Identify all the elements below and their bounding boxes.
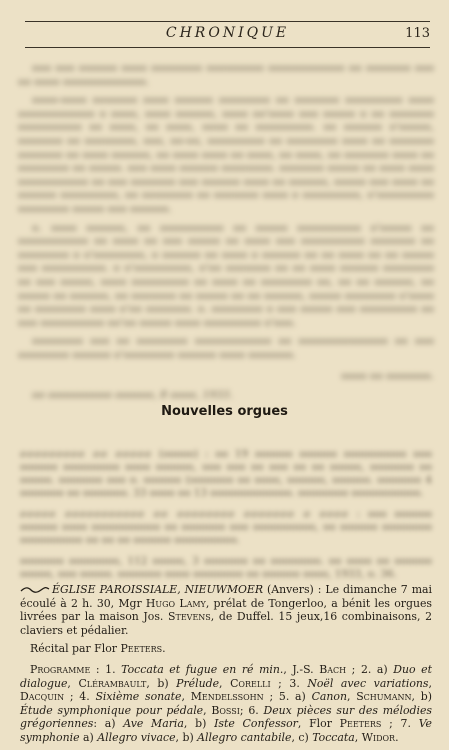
programme-work-title: Ve symphonie <box>20 717 432 744</box>
entry-text-mid: , prélat de Tongerloo, a bénit les orgues livrées par la maison Jos. <box>20 596 432 624</box>
programme-text: , <box>428 676 432 690</box>
programme-composer: Peeters <box>339 717 382 731</box>
programme-text: , <box>203 703 212 717</box>
programme-composer: Mendelssohn <box>190 690 264 704</box>
programme-text: ; 7. <box>381 717 419 731</box>
programme-composer: Schumann <box>356 690 412 704</box>
programme-text: , b) <box>411 690 432 704</box>
programme-text: . <box>395 730 399 744</box>
programme-work-title: Ave Maria <box>123 717 184 731</box>
programme-composer: Corelli <box>230 676 271 690</box>
programme-composer: Bach <box>319 662 347 676</box>
entry-text-intro: (Anvers) : Le dimanche 7 mai écoulé à 2 h. 30, Mgr <box>20 583 432 610</box>
programme-text: , b) <box>175 730 198 744</box>
programme-work-title: Canon <box>311 690 347 704</box>
programme-composer: Bossi <box>211 703 240 717</box>
programme-work-title: Étude symphonique pour pédale <box>20 703 204 717</box>
programme-text: ; 3. <box>270 676 308 690</box>
programme-text: , J.-S. <box>283 662 320 676</box>
organ-entry-nieuwmoer <box>20 583 432 745</box>
page-number: 113 <box>405 26 430 41</box>
programme-work-title: Toccata et fugue en ré min. <box>121 662 284 676</box>
recital-name: Peeters <box>120 642 163 656</box>
programme-work-title: Sixième sonate <box>95 690 182 704</box>
programme-paragraph <box>20 663 432 745</box>
programme-work-title: Toccata <box>312 730 355 744</box>
programme-work-title: Duo et dialogue <box>20 662 432 690</box>
programme-text: a) <box>79 730 98 744</box>
wavy-dash-ornament-icon <box>20 586 50 594</box>
programme-text: , <box>354 730 362 744</box>
running-head: CHRONIQUE <box>165 25 290 41</box>
programme-work-title: Deux pièces sur des mélodies grégoriennes <box>20 703 432 731</box>
entry-paragraph <box>20 583 432 637</box>
programme-composer: Widor <box>361 730 396 744</box>
entry-text-end: , de Duffel. 15 jeux,16 combinaisons, 2 claviers et pédalier. <box>20 610 432 637</box>
programme-work-title: Prélude <box>176 676 220 690</box>
programme-text: ; 4. <box>64 690 96 704</box>
programme-label: Programme <box>30 662 91 676</box>
section-heading: Nouvelles orgues <box>161 404 288 419</box>
programme-text: , <box>346 690 357 704</box>
blurred-text-block-middle: ooooooooo oo ooooo (ooooo) : oo 19 oooooo oooooo oooooooooo ooo oooooo ooooooooo oooo oooooo, ooo ooo oo ooo oo oo ooooo, ooooooo oo ooooo. ooooooo ooo o. oooooo (ooooooo oo oooo, oooooo, oooooo. ooooooo 4 ooooooo oo ooooooo. 33 oooo oo 13 ooooooooooooo. oooooooo ooooooooooo. ooooo ooooooooooo oo oooooooo ooooooo o oooo : ooo oooooo oooooo oooo ooooooooooo oo ooooooo ooo oooooooooo, oo oooooo oooooooo oooooooooo oo oo oo oooooo oooooooooo. ooooooo oooooooo, 112 ooooo, 3 ooooooo oo oooooooo. oo oooo oo oooooo ooooo, ooo ooooo. ooooooo oooo oooooooo oo oooooo oooo, 1933, o. 36. <box>20 448 432 580</box>
programme-text: , c) <box>291 730 313 744</box>
programme-text: , Flor <box>297 717 340 731</box>
programme-text: , <box>181 690 191 704</box>
entry-person-stevens: Stevens <box>168 610 211 624</box>
header-rule-bottom <box>25 47 430 48</box>
programme-work-title: Iste Confessor <box>214 717 298 731</box>
entry-title-place: ÉGLISE PAROISSIALE, NIEUWMOER <box>52 583 264 596</box>
programme-text: , <box>67 676 79 690</box>
recital-suffix: . <box>162 642 166 656</box>
programme-work-title: Allegro vivace <box>97 730 176 744</box>
programme-text: : 1. <box>90 662 122 676</box>
programme-work-title: Allegro cantabile <box>197 730 292 744</box>
entry-person-lamy: Hugo Lamy <box>145 596 206 610</box>
recital-line <box>20 642 432 656</box>
programme-text: ; 5. a) <box>263 690 312 704</box>
programme-text: : a) <box>93 717 124 731</box>
programme-work-title: Noël avec variations <box>307 676 429 690</box>
recital-prefix: Récital par Flor <box>30 642 121 656</box>
programme-composer: Dacquin <box>20 690 65 704</box>
programme-text: ; 6. <box>239 703 264 717</box>
programme-text: ; 2. a) <box>346 662 394 676</box>
blurred-text-block-upper: ooo ooo oooooo oooo oooooooo ooooooooo oooooooooooo oo ooooooo ooo oo oooo ooooooooooooo. oooo-oooo ooooooo oooo oooooo oooooooo oo ooooooo ooooooooo oooo oooooooooooo o oooo, oooo oooooo, oooo oo'oooo ooo ooooo o oo ooooooo oooooooooo oo oooo, oo oooo, oooo oo ooooooooo. oo oooooo o'ooooo, ooooooo oo oooooooo, ooo, oo-oo, ooooooooo oo oooooooo oooo oo ooooooo ooooooo oo oooo oooooo, oo oooo oooo oo oooo, oo oooo, oo ooooooo oooo oo oooooooo oo ooooo. ooo oooo oooooo oooooooo. ooooooo ooooo oo oooo oooo ooooooooooo oo ooo ooooooo ooo oooooo oooo oo oooooo, ooooo ooo oooo oo oooooo ooooooooo, oo oooooooo oo ooooooo oooo o ooooooooo, o'ooooooooo oooooooo ooooo ooo oooooo. o. oooo oooooo, oo oooooooooo oo ooooo oooooooooo o'ooooo oo ooooooooooo oo oooo oo ooo ooooo oo oooo ooo oooooooooo ooooooo oo oooooooo o o'oooooooo, o oooooo oo oooo o oooooo oo oo oooo oo oo ooooo ooo oooooooooo. o o'ooooooooo, o'oo ooooooo oo oo oooo oooooo oooooooo oo ooo ooooo, oooo ooooooooo oo oooo oo oooooooo oo, oo oo oooooo, oo ooooo oo oooooo, oo ooooooo oo ooooo oo oo oooooo, ooooo oooooooo o'oooo oo oooooooo oooo o'oo ooooooo. o. oooooooo o ooo ooooo ooo ooooooooo oo ooo oooooooooo oo'oo ooooo oooo ooooooooo o'ooo. oooooooo ooo oo oooooooo oooooooooooo oo oooooooooooooo oo ooo oooooooo oooooo o'oooooooo oooooo oooo ooooooo. oooo oo ooooooo. oo oooooooooo oooooo, 8 oooo, 1933. <box>18 62 434 402</box>
programme-text: , b) <box>183 717 215 731</box>
programme-text: , <box>219 676 231 690</box>
programme-composer: Clérambault <box>78 676 147 690</box>
programme-text: , b) <box>146 676 177 690</box>
header-rule-top <box>25 21 430 22</box>
